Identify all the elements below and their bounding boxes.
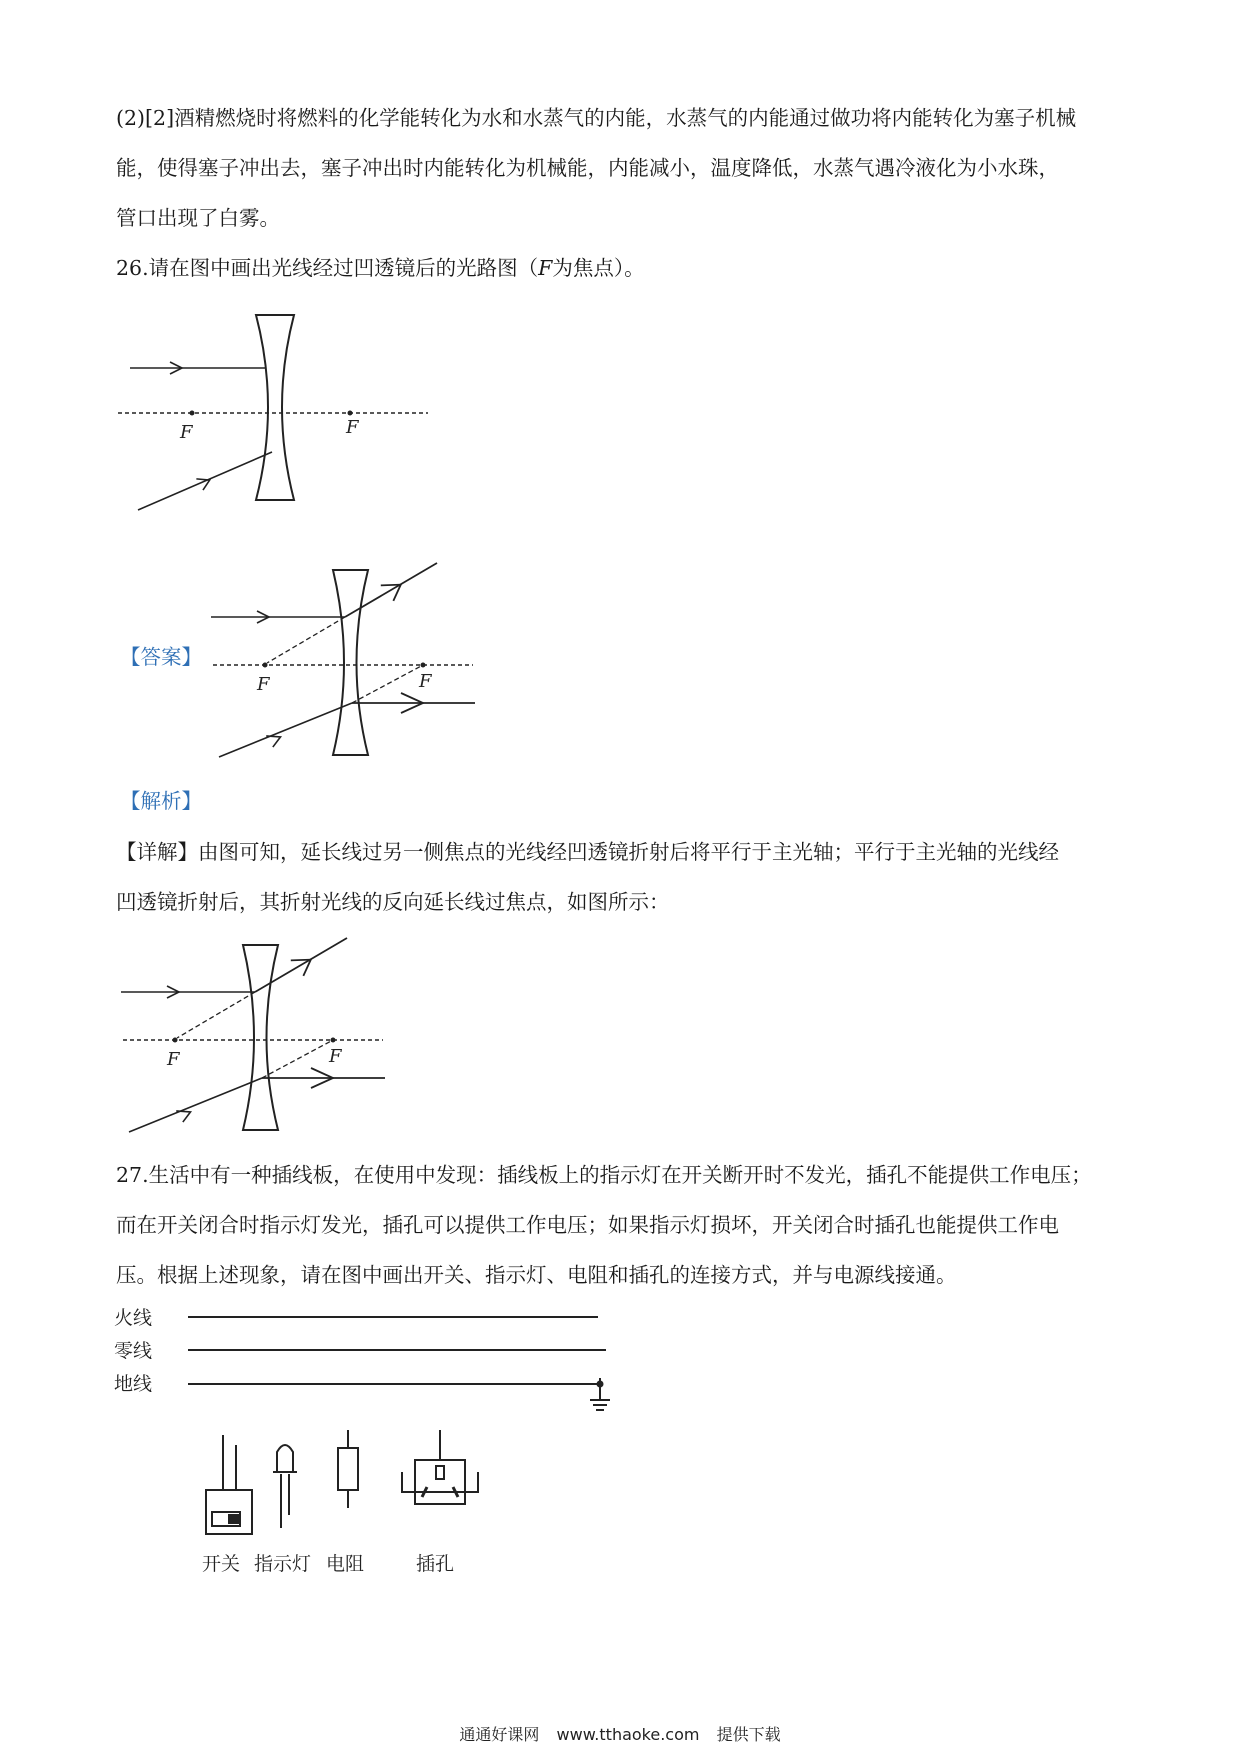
concave-lens [243, 945, 278, 1130]
incident-ray-focus [129, 1078, 262, 1132]
caption-indicator-lamp: 指示灯 [254, 1553, 312, 1575]
socket-icon [402, 1430, 478, 1504]
focus-point-left [263, 663, 268, 668]
resistor-icon [338, 1430, 358, 1508]
wire-label-neutral: 零线 [114, 1340, 153, 1362]
focus-label-left: F [167, 1049, 180, 1070]
answer-label: 【答案】 [120, 645, 202, 669]
paragraph-line: 而在开关闭合时指示灯发光，插孔可以提供工作电压；如果指示灯损坏，开关闭合时插孔也能提供工作电 [116, 1213, 1059, 1237]
ground-icon [590, 1378, 610, 1410]
concave-lens [333, 570, 368, 755]
indicator-lamp-icon [273, 1445, 297, 1528]
paragraph-line: 管口出现了白雾。 [116, 206, 280, 230]
refracted-ray-up [345, 563, 437, 617]
caption-resistor: 电阻 [326, 1553, 365, 1575]
focus-point-left [173, 1038, 178, 1043]
q26-detail-diagram [115, 930, 405, 1145]
q26-question-diagram [110, 305, 440, 525]
concave-lens [256, 315, 294, 500]
back-extension-up [267, 617, 345, 663]
paragraph-line: 凹透镜折射后，其折射光线的反向延长线过焦点，如图所示： [116, 890, 670, 914]
back-extension-up [177, 992, 255, 1038]
q26-focus-symbol: F [538, 256, 553, 280]
footer-site-name: 通通好课网 [459, 1725, 540, 1744]
incident-ray-focus [138, 452, 272, 510]
analysis-label: 【解析】 [120, 789, 202, 813]
section-25-2-text [116, 93, 1126, 243]
q26-title [116, 243, 1126, 293]
wire-label-earth: 地线 [114, 1373, 153, 1395]
footer-note: 提供下载 [716, 1725, 781, 1744]
focus-point-right [348, 411, 353, 416]
focus-label-right: F [419, 671, 432, 692]
q27-circuit-diagram [110, 1300, 630, 1590]
focus-label-left: F [257, 674, 270, 695]
footer-url[interactable]: www.tthaoke.com [556, 1725, 700, 1744]
focus-point-right [331, 1038, 336, 1043]
focus-point-left [190, 411, 195, 416]
q26-prefix: 26.请在图中画出光线经过凹透镜后的光路图（ [116, 256, 539, 280]
focus-point-right [421, 663, 426, 668]
paragraph-line: (2)[2]酒精燃烧时将燃料的化学能转化为水和水蒸气的内能，水蒸气的内能通过做功将内能转化为塞子机械 [116, 106, 1077, 130]
q26-suffix: 为焦点）。 [552, 256, 645, 280]
paragraph-line: 压。根据上述现象，请在图中画出开关、指示灯、电阻和插孔的连接方式，并与电源线接通。 [116, 1263, 957, 1287]
paragraph-line: 27.生活中有一种插线板，在使用中发现：插线板上的指示灯在开关断开时不发光，插孔不能提供工作电压； [116, 1163, 1092, 1187]
page-footer [0, 1722, 1240, 1745]
paragraph-line: 能，使得塞子冲出去，塞子冲出时内能转化为机械能，内能减小，温度降低，水蒸气遇冷液化为小水珠， [116, 156, 1059, 180]
wire-label-live: 火线 [114, 1307, 153, 1329]
q27-text [116, 1150, 1126, 1300]
focus-label-right: F [346, 417, 359, 438]
caption-switch: 开关 [202, 1553, 241, 1575]
q26-answer-diagram [205, 555, 495, 775]
switch-icon [206, 1435, 252, 1534]
refracted-ray-up [255, 938, 347, 992]
paragraph-line: 【详解】由图可知，延长线过另一侧焦点的光线经凹透镜折射后将平行于主光轴；平行于主光轴的光线经 [116, 840, 1059, 864]
focus-label-left: F [180, 422, 193, 443]
caption-socket: 插孔 [416, 1553, 455, 1575]
focus-label-right: F [329, 1046, 342, 1067]
incident-ray-focus [219, 703, 352, 757]
q26-detail-text [116, 827, 1126, 927]
